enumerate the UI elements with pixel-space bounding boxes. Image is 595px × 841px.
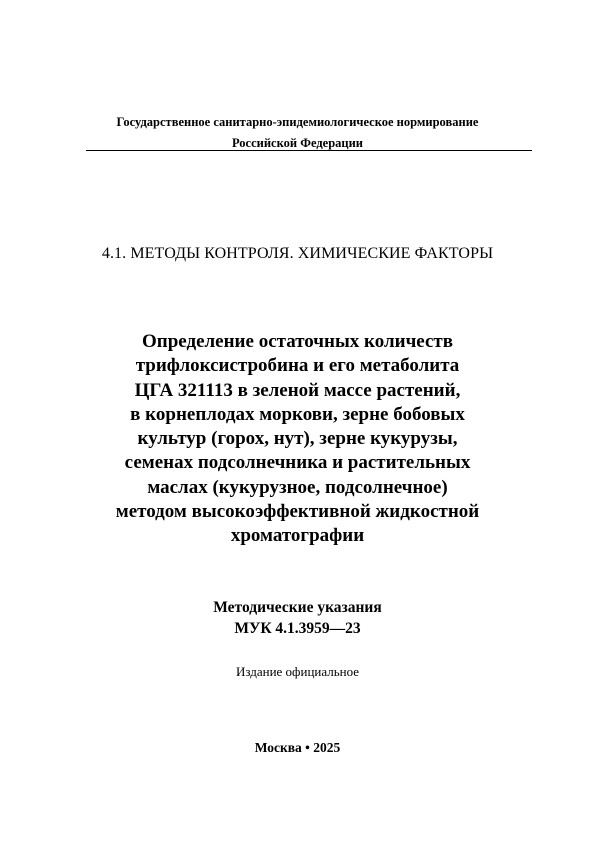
document-title <box>40 330 555 549</box>
title-line-1: Определение остаточных количеств <box>142 331 453 352</box>
document-type <box>0 597 595 639</box>
header-line-2: Российской Федерации <box>231 136 364 150</box>
edition-note: Издание официальное <box>235 664 360 679</box>
issuing-authority-header <box>0 112 595 154</box>
title-line-4: в корнеплодах моркови, зерне бобовых <box>130 403 465 425</box>
title-line-6: семенах подсолнечника и растительных <box>124 452 471 474</box>
title-line-7: маслах (кукурузное, подсолнечное) <box>147 476 448 498</box>
title-line-8: методом высокоэффективной жидкостной <box>115 501 480 523</box>
place-and-year: Москва • 2025 <box>254 740 341 755</box>
header-divider <box>86 150 532 151</box>
title-line-2: трифлоксистробина и его метаболита <box>135 355 460 377</box>
series-title: 4.1. МЕТОДЫ КОНТРОЛЯ. ХИМИЧЕСКИЕ ФАКТОРЫ <box>101 245 494 262</box>
title-line-3: ЦГА 321113 в зеленой массе растений, <box>134 379 461 401</box>
title-line-5: культур (горох, нут), зерне кукурузы, <box>137 428 458 450</box>
document-type-label: Методические указания <box>213 599 382 616</box>
document-number: МУК 4.1.3959—23 <box>234 620 361 637</box>
title-line-9: хроматографии <box>230 525 365 547</box>
header-line-1: Государственное санитарно-эпидемиологическое нормирование <box>116 115 479 129</box>
